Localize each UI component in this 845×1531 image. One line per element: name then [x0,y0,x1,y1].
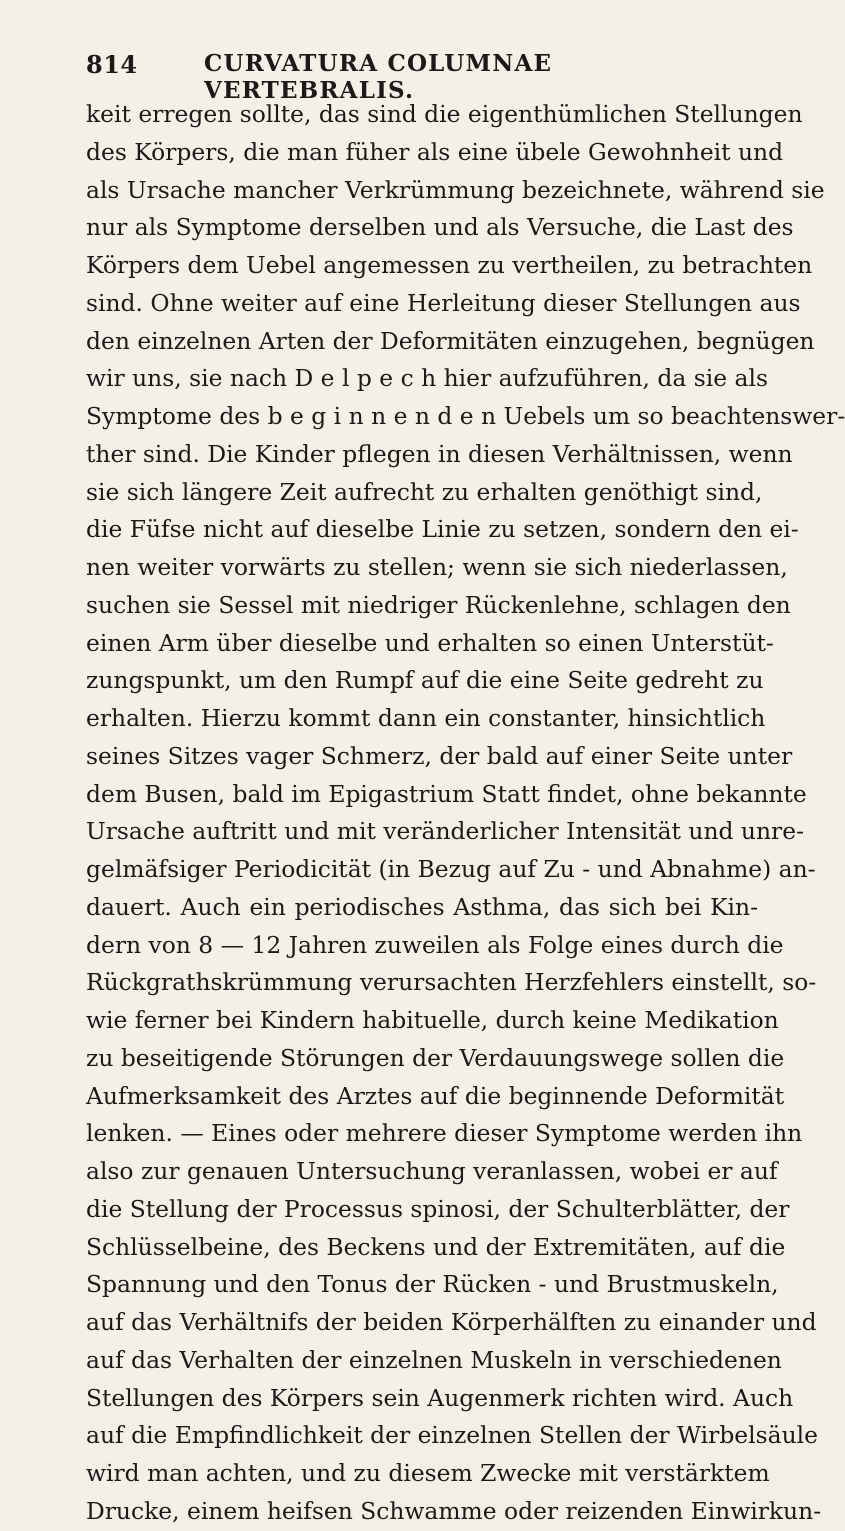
text-line: gelmäfsiger Periodicität (in Bezug auf Zu - und Abnahme) an- [86,855,816,883]
text-line: keit erregen sollte, das sind die eigenthümlichen Stellungen [86,100,803,128]
text-line: Rückgrathskrümmung verursachten Herzfehlers einstellt, so- [86,968,817,997]
text-line: auf das Verhalten der einzelnen Muskeln in verschiedenen [86,1345,782,1374]
text-line: nur als Symptome derselben und als Versuche, die Last des [86,213,794,242]
text-line: ther sind. Die Kinder pflegen in diesen Verhältnissen, wenn [86,439,793,468]
text-line: dauert. Auch ein periodisches Asthma, das sich bei Kin- [86,892,758,921]
text-line: als Ursache mancher Verkrümmung bezeichnete, während sie [86,175,825,204]
text-line: Ursache auftritt und mit veränderlicher Intensität und unre- [86,817,804,846]
text-line: wir uns, sie nach D e l p e c h hier aufzuführen, da sie als [86,364,768,393]
text-line: Körpers dem Uebel angemessen zu vertheilen, zu betrachten [86,251,813,279]
text-line: wird man achten, und zu diesem Zwecke mit verstärktem [86,1459,770,1487]
text-line: zu beseitigende Störungen der Verdauungswege sollen die [86,1043,785,1072]
text-line: Schlüsselbeine, des Beckens und der Extremitäten, auf die [86,1232,786,1261]
text-line: nen weiter vorwärts zu stellen; wenn sie sich niederlassen, [86,553,788,581]
page-header [86,50,726,104]
text-line: dem Busen, bald im Epigastrium Statt findet, ohne bekannte [86,779,807,808]
text-line: suchen sie Sessel mit niedriger Rückenlehne, schlagen den [86,590,791,619]
text-line: einen Arm über dieselbe und erhalten so einen Unterstüt- [86,628,774,657]
text-line: Drucke, einem heifsen Schwamme oder reizenden Einwirkun- [86,1496,822,1525]
text-line: Stellungen des Körpers sein Augenmerk richten wird. Auch [86,1383,794,1412]
text-line: auf das Verhältnifs der beiden Körperhälften zu einander und [86,1308,817,1336]
body-text [86,96,845,1531]
text-line: sie sich längere Zeit aufrecht zu erhalten genöthigt sind, [86,477,763,506]
text-line: die Füfse nicht auf dieselbe Linie zu setzen, sondern den ei- [86,515,799,544]
text-line: seines Sitzes vager Schmerz, der bald auf einer Seite unter [86,741,793,770]
text-line: auf die Empfindlichkeit der einzelnen Stellen der Wirbelsäule [86,1421,818,1450]
text-line: Aufmerksamkeit des Arztes auf die beginnende Deformität [86,1081,785,1110]
page-number: 814 [86,50,138,79]
text-line: sind. Ohne weiter auf eine Herleitung dieser Stellungen aus [86,288,801,317]
text-line: wie ferner bei Kindern habituelle, durch keine Medikation [86,1006,779,1034]
text-line: erhalten. Hierzu kommt dann ein constanter, hinsichtlich [86,704,766,732]
text-line: lenken. — Eines oder mehrere dieser Symptome werden ihn [86,1119,803,1148]
running-head: CURVATURA COLUMNAE VERTEBRALIS. [204,50,553,104]
text-line: den einzelnen Arten der Deformitäten einzugehen, begnügen [86,326,815,355]
text-line: die Stellung der Processus spinosi, der Schulterblätter, der [86,1194,790,1223]
text-line: also zur genauen Untersuchung veranlassen, wobei er auf [86,1157,778,1185]
text-line: Spannung und den Tonus der Rücken - und Brustmuskeln, [86,1270,779,1299]
text-line: dern von 8 — 12 Jahren zuweilen als Folge eines durch die [86,930,784,959]
text-line: des Körpers, die man füher als eine übele Gewohnheit und [86,137,784,166]
text-line: zungspunkt, um den Rumpf auf die eine Seite gedreht zu [86,666,764,695]
text-line: Symptome des b e g i n n e n d e n Uebels um so beachtenswer- [86,402,845,430]
